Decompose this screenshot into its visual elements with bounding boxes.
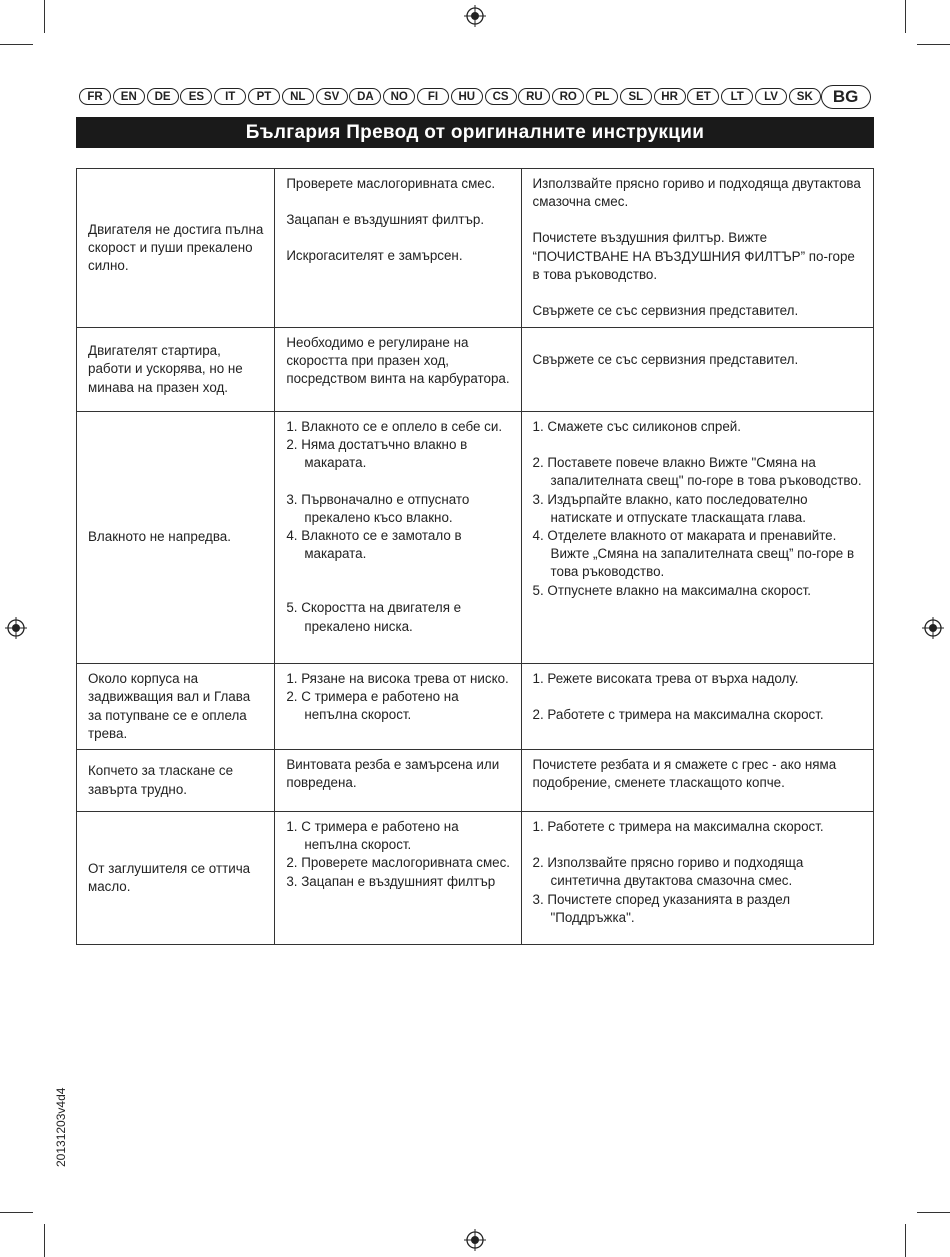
solution-item: Свържете се със сервизния представител. — [532, 303, 799, 319]
cause-item: 1. С тримера е работено на непълна скорост. — [286, 819, 459, 853]
crop-mark — [44, 0, 45, 33]
language-tab-pt: PT — [248, 88, 280, 105]
solution-item: 2. Използвайте прясно гориво и подходяща синтетична двутактова смазочна смес. — [532, 855, 804, 889]
crop-mark — [0, 44, 33, 45]
problem-cell: Копчето за тласкане се завърта трудно. — [77, 750, 275, 812]
table-row — [77, 812, 874, 945]
solution-item: 5. Отпуснете влакно на максимална скорост. — [532, 582, 812, 598]
language-tab-no: NO — [383, 88, 415, 105]
solution-cell — [521, 750, 873, 812]
problem-cell: Около корпуса на задвижващия вал и Глава за потупване се е оплела трева. — [77, 664, 275, 750]
table-row — [77, 750, 874, 812]
table-row — [77, 412, 874, 664]
solution-item: 1. Смажете със силиконов спрей. — [532, 419, 741, 434]
cause-item: 2. С тримера е работено на непълна скорост. — [286, 689, 459, 723]
solution-item: 4. Отделете влакното от макарата и пренавийте. Вижте „Смяна на запалителната свещ” по-горе в това ръководство. — [532, 528, 855, 580]
language-tab-lv: LV — [755, 88, 787, 105]
cause-item: Зацапан е въздушният филтър. — [286, 212, 485, 228]
solution-item: 2. Работете с тримера на максимална скорост. — [532, 707, 824, 723]
cause-item: 3. Първоначално е отпуснато прекалено късо влакно. — [286, 491, 470, 525]
cause-cell — [275, 169, 521, 328]
language-tab-ru: RU — [518, 88, 550, 105]
cause-item: Необходимо е регулиране на скоростта при празен ход, посредством винта на карбуратора. — [286, 335, 510, 387]
solution-item: Използвайте прясно гориво и подходяща двутактова смазочна смес. — [532, 176, 861, 210]
cause-item: 2. Проверете маслогоривната смес. — [286, 855, 511, 871]
registration-mark-icon — [464, 5, 486, 27]
language-tab-nl: NL — [282, 88, 314, 105]
language-tab-hr: HR — [654, 88, 686, 105]
language-tab-it: IT — [214, 88, 246, 105]
language-tab-sl: SL — [620, 88, 652, 105]
crop-mark — [905, 1224, 906, 1257]
cause-cell — [275, 412, 521, 664]
table-row — [77, 664, 874, 750]
crop-mark — [905, 0, 906, 33]
cause-item: Проверете маслогоривната смес. — [286, 176, 496, 191]
registration-mark-icon — [922, 617, 944, 639]
cause-item: Искрогасителят е замърсен. — [286, 248, 463, 264]
language-tab-active: BG — [821, 85, 871, 109]
crop-mark — [917, 1212, 950, 1213]
solution-item: 1. Работете с тримера на максимална скорост. — [532, 819, 824, 834]
problem-cell: Двигателят стартира, работи и ускорява, но не минава на празен ход. — [77, 328, 275, 412]
cause-item: 1. Влакното се е оплело в себе си. — [286, 419, 503, 434]
problem-cell: Двигателя не достига пълна скорост и пуши прекалено силно. — [77, 169, 275, 328]
cause-item: 2. Няма достатъчно влакно в макарата. — [286, 437, 468, 471]
solution-item: Почистете резбата и я смажете с грес - ако няма подобрение, сменете тласкащото копче. — [532, 757, 837, 791]
cause-cell — [275, 664, 521, 750]
cause-cell — [275, 328, 521, 412]
crop-mark — [917, 44, 950, 45]
language-tab-es: ES — [180, 88, 212, 105]
language-tab-fi: FI — [417, 88, 449, 105]
language-bar — [79, 85, 874, 109]
solution-cell — [521, 664, 873, 750]
solution-cell — [521, 812, 873, 945]
language-tab-pl: PL — [586, 88, 618, 105]
crop-mark — [44, 1224, 45, 1257]
solution-cell — [521, 328, 873, 412]
table-row — [77, 169, 874, 328]
cause-item: 5. Скоростта на двигателя е прекалено ниска. — [286, 600, 462, 634]
language-tab-en: EN — [113, 88, 145, 105]
solution-item: 1. Режете високата трева от върха надолу. — [532, 671, 799, 686]
language-tab-et: ET — [687, 88, 719, 105]
solution-item: Свържете се със сервизния представител. — [532, 352, 799, 367]
troubleshooting-table — [76, 168, 874, 945]
document-code: 20131203v4d4 — [54, 1087, 68, 1167]
cause-item: 3. Зацапан е въздушният филтър — [286, 873, 496, 889]
solution-cell — [521, 169, 873, 328]
language-tab-ro: RO — [552, 88, 584, 105]
solution-cell — [521, 412, 873, 664]
language-tab-fr: FR — [79, 88, 111, 105]
cause-cell — [275, 750, 521, 812]
language-tab-sk: SK — [789, 88, 821, 105]
page-title: България Превод от оригиналните инструкции — [76, 117, 874, 148]
problem-cell: От заглушителя се оттича масло. — [77, 812, 275, 945]
language-tab-cs: CS — [485, 88, 517, 105]
cause-item: 4. Влакното се е замотало в макарата. — [286, 528, 462, 562]
language-tab-sv: SV — [316, 88, 348, 105]
registration-mark-icon — [464, 1229, 486, 1251]
language-tab-hu: HU — [451, 88, 483, 105]
table-row — [77, 328, 874, 412]
registration-mark-icon — [5, 617, 27, 639]
cause-cell — [275, 812, 521, 945]
cause-item: 1. Рязане на висока трева от ниско. — [286, 671, 509, 686]
language-tab-da: DA — [349, 88, 381, 105]
solution-item: 3. Почистете според указанията в раздел "Поддръжка". — [532, 891, 791, 925]
solution-item: 3. Издърпайте влакно, като последователно натискате и отпускате тласкащата глава. — [532, 491, 808, 525]
language-tab-de: DE — [147, 88, 179, 105]
cause-item: Винтовата резба е замърсена или повредена. — [286, 757, 500, 791]
crop-mark — [0, 1212, 33, 1213]
problem-cell: Влакното не напредва. — [77, 412, 275, 664]
solution-item: 2. Поставете повече влакно Вижте "Смяна на запалителната свещ" по-горе в това ръководство. — [532, 455, 862, 489]
language-tab-lt: LT — [721, 88, 753, 105]
solution-item: Почистете въздушния филтър. Вижте “ПОЧИСТВАНЕ НА ВЪЗДУШНИЯ ФИЛТЪР” по-горе в това ръководство. — [532, 230, 855, 282]
